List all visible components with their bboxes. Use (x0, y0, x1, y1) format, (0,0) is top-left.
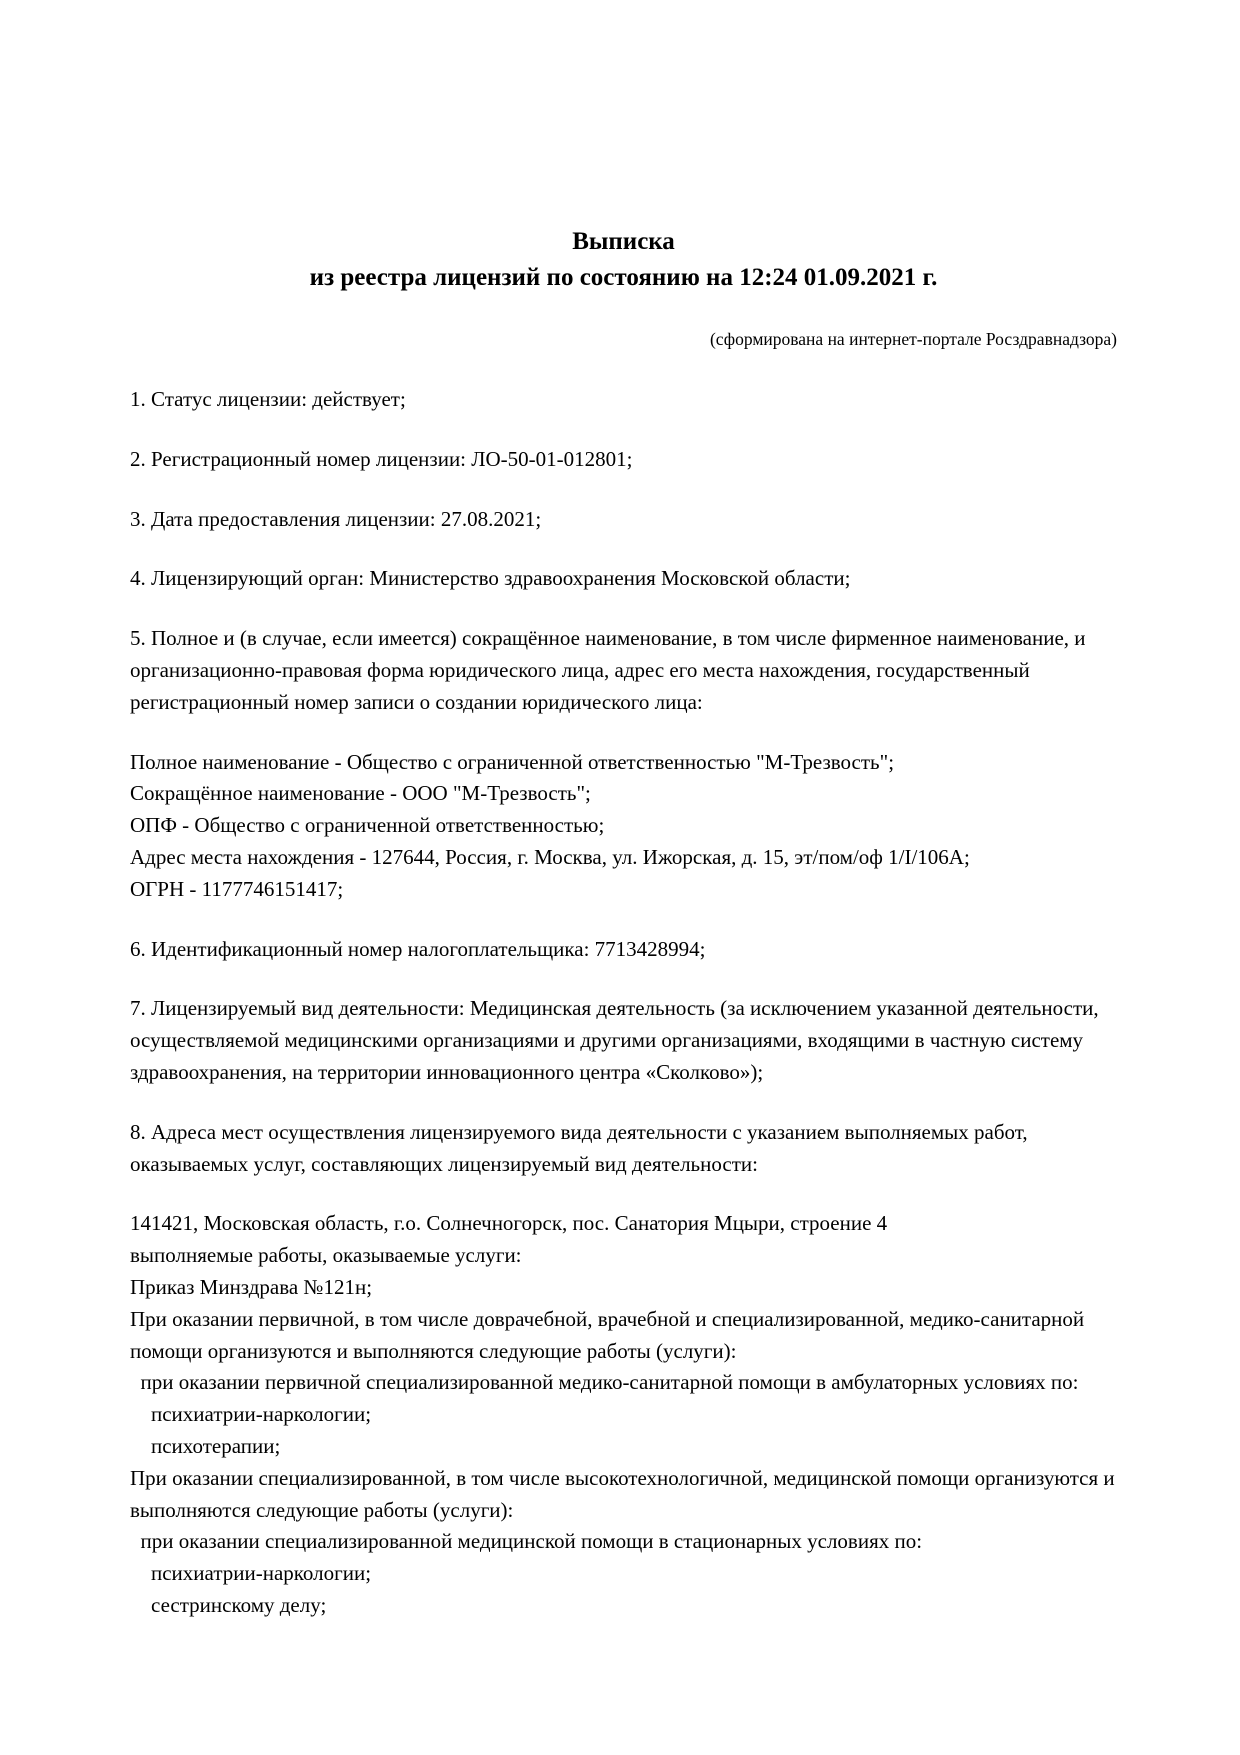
nursing-care-line: сестринскому делу; (130, 1592, 327, 1617)
document-title-line-2: из реестра лицензий по состоянию на 12:24 01.09.2021 г. (309, 264, 938, 291)
works-services-label-line: выполняемые работы, оказываемые услуги: (130, 1243, 522, 1268)
org-address-line: Адрес места нахождения - 127644, Россия, г. Москва, ул. Ижорская, д. 15, эт/пом/оф 1/I/106А; (130, 844, 970, 869)
org-naming-intro-item: 5. Полное и (в случае, если имеется) сокращённое наименование, в том числе фирменное наименование, и организационно-правовая форма юридического лица, адрес его места нахождения, государственный регистрационный номер записи о создании юридического лица: (130, 626, 1091, 714)
inpatient-specialized-clause-line: при оказании специализированной медицинской помощи в стационарных условиях по: (130, 1529, 923, 1554)
document-title-line-1: Выписка (572, 228, 675, 255)
psychotherapy-line: психотерапии; (130, 1433, 281, 1458)
activity-address-line: 141421, Московская область, г.о. Солнечногорск, пос. Санатория Мцыри, строение 4 (130, 1211, 888, 1236)
registration-number-item: 2. Регистрационный номер лицензии: ЛО-50-01-012801; (130, 446, 633, 471)
org-legal-form-line: ОПФ - Общество с ограниченной ответственностью; (130, 813, 605, 838)
primary-care-clause-line: При оказании первичной, в том числе доврачебной, врачебной и специализированной, медико-санитарной помощи организуются и выполняются следующие работы (услуги): (130, 1306, 1090, 1363)
document-header (130, 224, 1117, 352)
org-ogrn-line: ОГРН - 1177746151417; (130, 876, 344, 901)
activity-address-block (130, 1208, 1120, 1621)
licensed-activity-item: 7. Лицензируемый вид деятельности: Медицинская деятельность (за исключением указанной деятельности, осуществляемой медицинскими организациями и другими организациями, входящими в частную систему здравоохранения, на территории инновационного центра «Сколково»); (130, 996, 1104, 1084)
psychiatry-narcology-line-2: психиатрии-наркологии; (130, 1561, 372, 1586)
org-full-name-line: Полное наименование - Общество с ограниченной ответственностью "М-Трезвость"; (130, 749, 895, 774)
ministry-order-line: Приказ Минздрава №121н; (130, 1274, 373, 1299)
licensing-authority-item: 4. Лицензирующий орган: Министерство здравоохранения Московской области; (130, 566, 851, 591)
grant-date-item: 3. Дата предоставления лицензии: 27.08.2021; (130, 506, 542, 531)
document-body (130, 384, 1120, 1622)
outpatient-specialized-clause-line: при оказании первичной специализированной медико-санитарной помощи в амбулаторных условиях по: (130, 1370, 1079, 1395)
psychiatry-narcology-line-1: психиатрии-наркологии; (130, 1402, 372, 1427)
formation-note: (сформирована на интернет-портале Росздравнадзора) (709, 329, 1117, 349)
license-status-item: 1. Статус лицензии: действует; (130, 387, 406, 411)
specialized-care-clause-line: При оказании специализированной, в том числе высокотехнологичной, медицинской помощи организуются и выполняются следующие работы (услуги): (130, 1465, 1120, 1522)
activity-addresses-intro-item: 8. Адреса мест осуществления лицензируемого вида деятельности с указанием выполняемых работ, оказываемых услуг, составляющих лицензируемый вид деятельности: (130, 1119, 1033, 1176)
org-short-name-line: Сокращённое наименование - ООО "М-Трезвость"; (130, 781, 591, 806)
taxpayer-number-item: 6. Идентификационный номер налогоплательщика: 7713428994; (130, 936, 706, 961)
document-title (130, 224, 1117, 296)
org-details-block (130, 747, 1117, 906)
